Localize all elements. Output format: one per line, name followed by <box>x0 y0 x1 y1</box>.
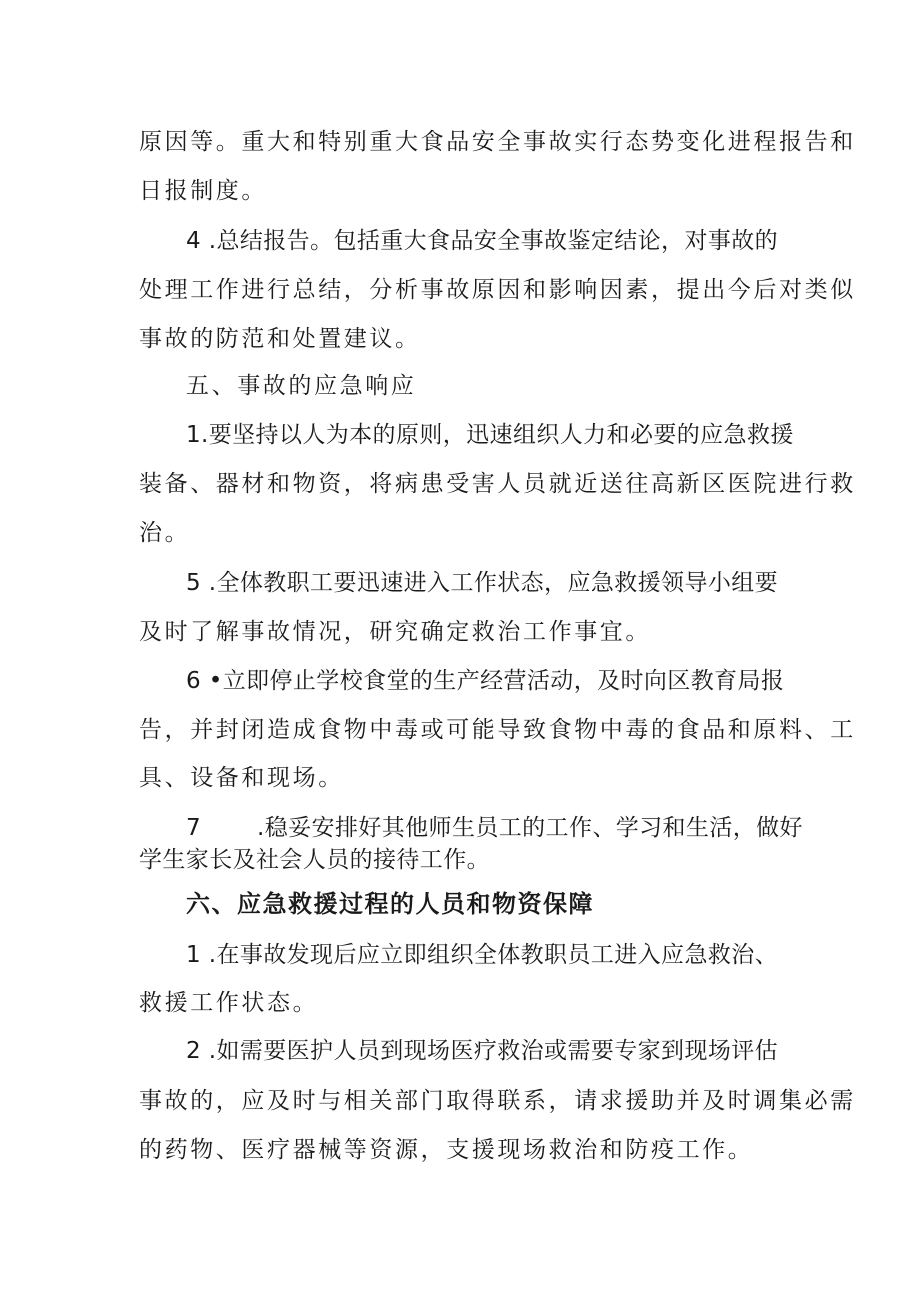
paragraph-line: 1.要坚持以人为本的原则，迅速组织人力和必要的应急救援 <box>186 422 794 448</box>
paragraph-line: 治。 <box>139 520 191 546</box>
paragraph-line: 6 •立即停止学校食堂的生产经营活动，及时向区教育局报 <box>186 668 785 694</box>
paragraph-line: 的药物、医疗器械等资源，支援现场救治和防疫工作。 <box>139 1137 754 1163</box>
paragraph-line: 5 .全体教职工要迅速进入工作状态，应急救援领导小组要 <box>186 570 779 596</box>
section-heading: 五、事故的应急响应 <box>186 373 417 399</box>
paragraph-line: 及时了解事故情况，研究确定救治工作事宜。 <box>139 619 651 645</box>
paragraph-line: 原因等。重大和特别重大食品安全事故实行态势变化进程报告和 <box>139 129 856 155</box>
paragraph-line: 处理工作进行总结，分析事故原因和影响因素，提出今后对类似 <box>139 277 856 303</box>
paragraph-line: 具、设备和现场。 <box>139 765 344 791</box>
paragraph-line: 学生家长及社会人员的接待工作。 <box>139 847 490 873</box>
paragraph-line: 装备、器材和物资，将病患受害人员就近送往高新区医院进行救 <box>139 471 856 497</box>
paragraph-line: 1 .在事故发现后应立即组织全体教职员工进入应急救治、 <box>186 942 779 968</box>
item-text: .稳妥安排好其他师生员工的工作、学习和生活，做好 <box>257 815 803 841</box>
section-heading: 六、应急救援过程的人员和物资保障 <box>186 890 594 918</box>
paragraph-line <box>186 813 836 843</box>
paragraph-line: 告，并封闭造成食物中毒或可能导致食物中毒的食品和原料、工 <box>139 717 856 743</box>
item-number: 7 <box>186 815 202 841</box>
paragraph-line: 4 .总结报告。包括重大食品安全事故鉴定结论，对事故的 <box>186 228 779 254</box>
paragraph-line: 事故的，应及时与相关部门取得联系，请求援助并及时调集必需 <box>139 1088 856 1114</box>
paragraph-line: 日报制度。 <box>139 178 267 204</box>
paragraph-line: 救援工作状态。 <box>139 990 319 1016</box>
paragraph-line: 2 .如需要医护人员到现场医疗救治或需要专家到现场评估 <box>186 1038 779 1064</box>
paragraph-line: 事故的防范和处置建议。 <box>139 326 421 352</box>
